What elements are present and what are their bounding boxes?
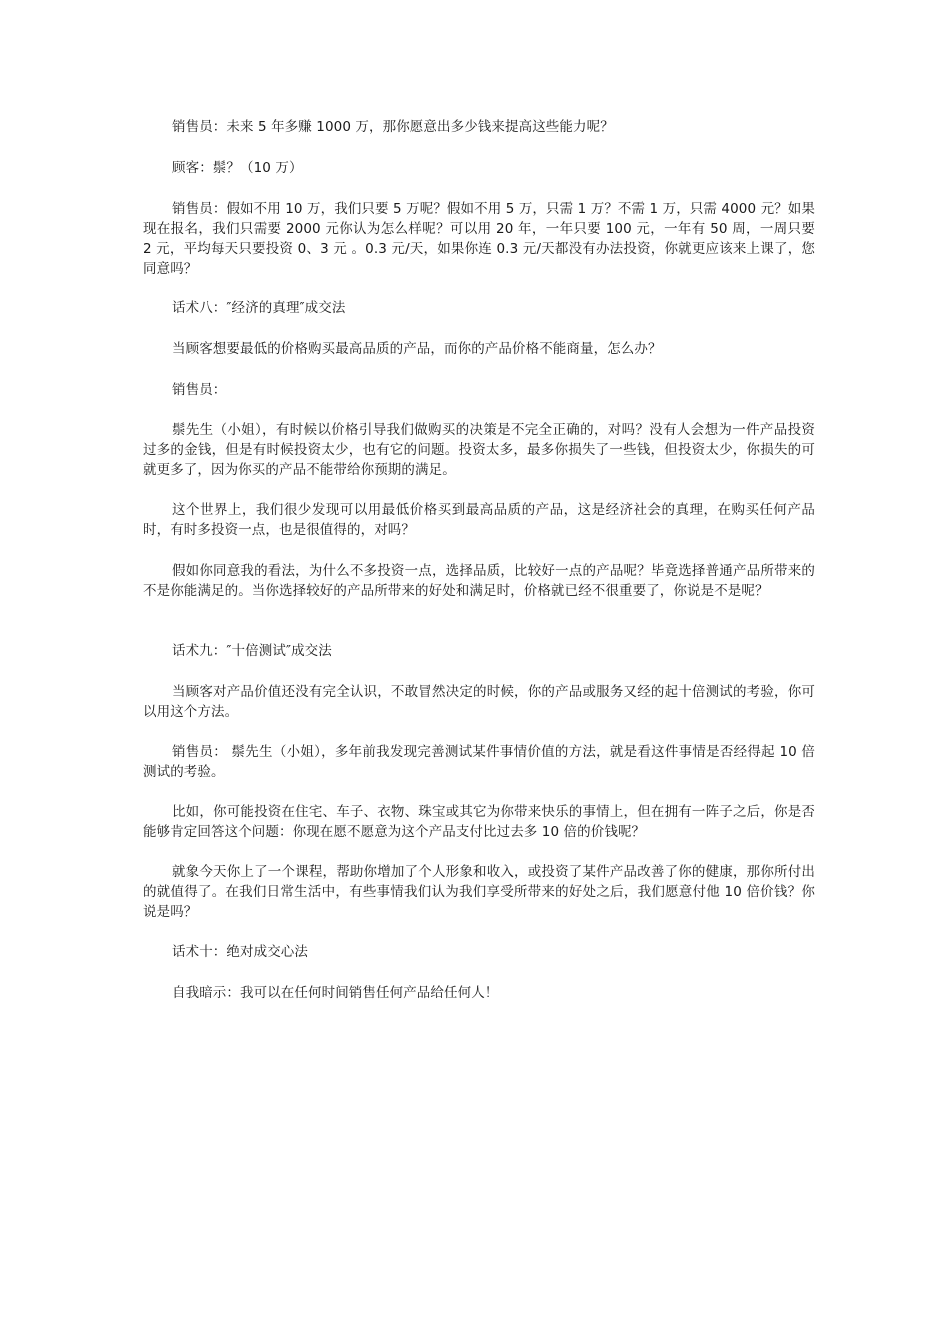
- paragraph-3: 销售员：假如不用 10 万，我们只要 5 万呢？假如不用 5 万，只需 1 万？不需 1 万，只需 4000 元？如果现在报名，我们只需要 2000 元你认为怎么样呢？可以用 20 年，一年只要 100 元，一年有 50 周，一周只要 2 元，平均每天只要投资 0、3 元 。0.3 元/天，如果你连 0.3 元/天都没有办法投资，你就更应该来上课了，您同意吗？: [143, 201, 815, 277]
- paragraph-2: 顾客：鬃？（10 万）: [172, 160, 303, 176]
- paragraph-5: 当顾客想要最低的价格购买最高品质的产品，而你的产品价格不能商量，怎么办？: [172, 341, 662, 357]
- section-heading-8: 话术八：″经济的真理″成交法: [172, 300, 346, 316]
- paragraph-8: 这个世界上，我们很少发现可以用最低价格买到最高品质的产品，这是经济社会的真理，在购买任何产品时，有时多投资一点，也是很值得的，对吗？: [143, 502, 815, 538]
- paragraph-11: 当顾客对产品价值还没有完全认识，不敢冒然决定的时候，你的产品或服务又经的起十倍测试的考验，你可以用这个方法。: [143, 684, 815, 720]
- section-heading-9: 话术九：″十倍测试″成交法: [172, 643, 332, 659]
- paragraph-12: 销售员： 鬃先生（小姐），多年前我发现完善测试某件事情价值的方法，就是看这件事情是否经得起 10 倍测试的考验。: [143, 744, 815, 780]
- paragraph-7: 鬃先生（小姐），有时候以价格引导我们做购买的决策是不完全正确的，对吗？没有人会想为一件产品投资过多的金钱，但是有时候投资太少，也有它的问题。投资太多，最多你损失了一些钱，但投资太少，你损失的可就更多了，因为你买的产品不能带给你预期的满足。: [143, 422, 815, 478]
- paragraph-13: 比如，你可能投资在住宅、车子、衣物、珠宝或其它为你带来快乐的事情上，但在拥有一阵子之后，你是否能够肯定回答这个问题：你现在愿不愿意为这个产品支付比过去多 10 倍的价钱呢？: [143, 804, 815, 840]
- paragraph-14: 就象今天你上了一个课程，帮助你增加了个人形象和收入，或投资了某件产品改善了你的健康，那你所付出的就值得了。在我们日常生活中，有些事情我们认为我们享受所带来的好处之后，我们愿意付他 10 倍价钱？你说是吗？: [143, 864, 815, 920]
- section-heading-10: 话术十：绝对成交心法: [172, 944, 308, 960]
- paragraph-9: 假如你同意我的看法，为什么不多投资一点，选择品质，比较好一点的产品呢？毕竟选择普通产品所带来的不是你能满足的。当你选择较好的产品所带来的好处和满足时，价格就已经不很重要了，你说是不是呢？: [143, 563, 815, 599]
- paragraph-1: 销售员：未来 5 年多赚 1000 万，那你愿意出多少钱来提高这些能力呢？: [172, 119, 614, 135]
- paragraph-6: 销售员：: [172, 382, 227, 398]
- paragraph-16: 自我暗示：我可以在任何时间销售任何产品给任何人！: [172, 985, 499, 1001]
